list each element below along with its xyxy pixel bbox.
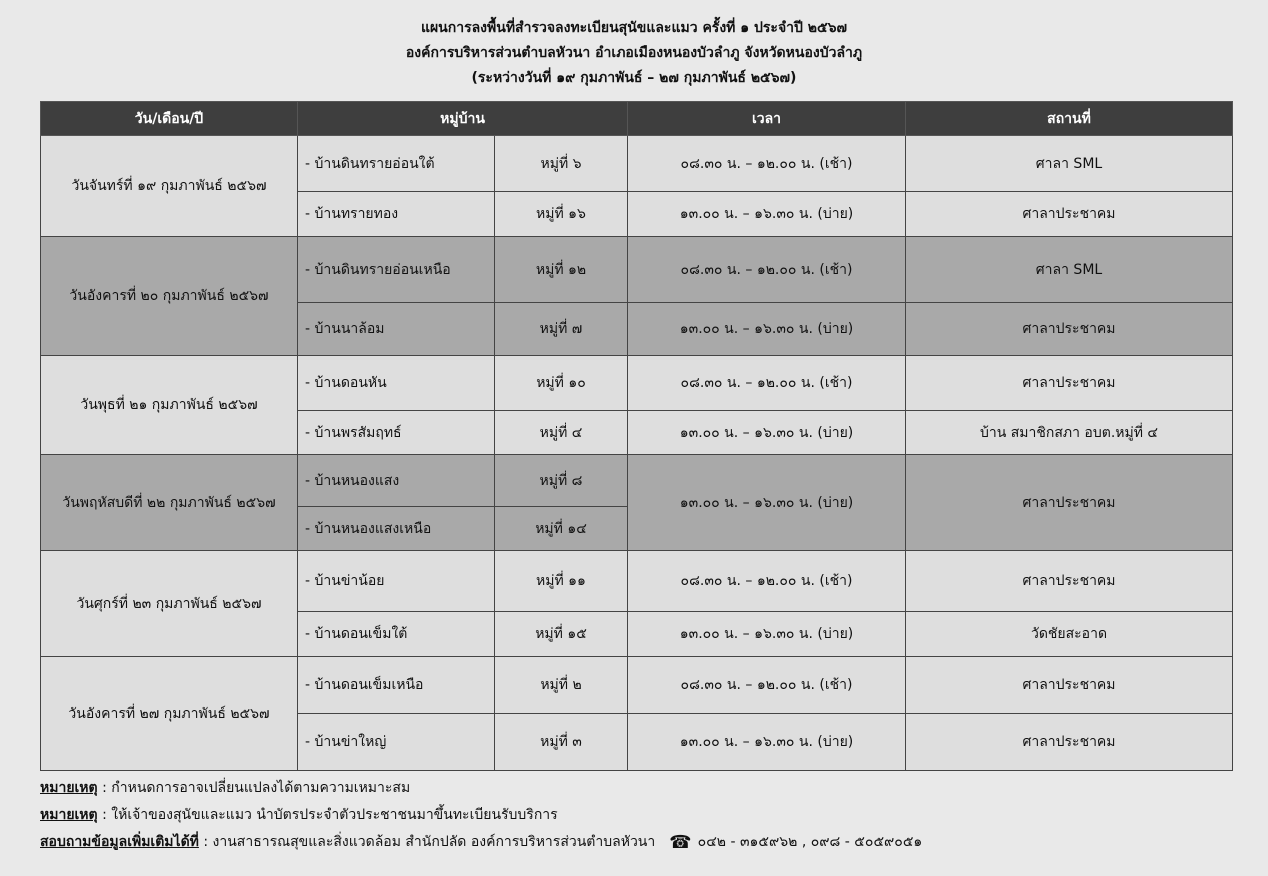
table-header-row bbox=[41, 102, 1233, 136]
note-2 bbox=[40, 802, 922, 829]
moo-cell: หมู่ที่ ๑๒ bbox=[495, 237, 628, 303]
place-cell: ศาลาประชาคม bbox=[906, 551, 1233, 612]
schedule-table bbox=[40, 101, 1233, 771]
moo-cell: หมู่ที่ ๒ bbox=[495, 657, 628, 714]
table-row bbox=[41, 551, 1233, 612]
date-cell: วันพฤหัสบดีที่ ๒๒ กุมภาพันธ์ ๒๕๖๗ bbox=[41, 455, 298, 551]
place-cell: ศาลาประชาคม bbox=[906, 657, 1233, 714]
place-cell: ศาลาประชาคม bbox=[906, 303, 1233, 356]
place-cell: ศาลาประชาคม bbox=[906, 192, 1233, 237]
date-cell: วันพุธที่ ๒๑ กุมภาพันธ์ ๒๕๖๗ bbox=[41, 356, 298, 455]
table-row bbox=[41, 237, 1233, 303]
moo-cell: หมู่ที่ ๘ bbox=[495, 455, 628, 507]
moo-cell: หมู่ที่ ๓ bbox=[495, 714, 628, 771]
time-cell: ๑๓.๐๐ น. – ๑๖.๓๐ น. (บ่าย) bbox=[628, 303, 906, 356]
moo-cell: หมู่ที่ ๗ bbox=[495, 303, 628, 356]
moo-cell: หมู่ที่ ๖ bbox=[495, 136, 628, 192]
title-line-3: (ระหว่างวันที่ ๑๙ กุมภาพันธ์ – ๒๗ กุมภาพันธ์ ๒๕๖๗) bbox=[471, 70, 797, 86]
time-cell: ๐๘.๓๐ น. – ๑๒.๐๐ น. (เช้า) bbox=[628, 356, 906, 411]
moo-cell: หมู่ที่ ๑๑ bbox=[495, 551, 628, 612]
time-cell: ๐๘.๓๐ น. – ๑๒.๐๐ น. (เช้า) bbox=[628, 237, 906, 303]
village-cell: - บ้านดอนเข็มเหนือ bbox=[298, 657, 495, 714]
village-cell: - บ้านนาล้อม bbox=[298, 303, 495, 356]
table-row bbox=[41, 136, 1233, 192]
place-cell: บ้าน สมาชิกสภา อบต.หมู่ที่ ๔ bbox=[906, 411, 1233, 455]
note-2-text: : ให้เจ้าของสุนัขและแมว นำบัตรประจำตัวประชาชนมาขึ้นทะเบียนรับบริการ bbox=[97, 807, 558, 823]
date-cell: วันอังคารที่ ๒๗ กุมภาพันธ์ ๒๕๖๗ bbox=[41, 657, 298, 771]
contact-line bbox=[40, 829, 922, 856]
contact-text: : งานสาธารณสุขและสิ่งแวดล้อม สำนักปลัด องค์การบริหารส่วนตำบลหัวนา bbox=[198, 834, 656, 850]
time-cell: ๑๓.๐๐ น. – ๑๖.๓๐ น. (บ่าย) bbox=[628, 455, 906, 551]
table-row bbox=[41, 657, 1233, 714]
time-cell: ๑๓.๐๐ น. – ๑๖.๓๐ น. (บ่าย) bbox=[628, 411, 906, 455]
phone-numbers: ๐๔๒ - ๓๑๕๙๖๒ , ๐๙๘ - ๕๐๕๙๐๕๑ bbox=[697, 834, 923, 850]
village-cell: - บ้านข่าน้อย bbox=[298, 551, 495, 612]
telephone-icon: ☎ bbox=[669, 832, 692, 853]
title-line-1: แผนการลงพื้นที่สำรวจลงทะเบียนสุนัขและแมว ครั้งที่ ๑ ประจำปี ๒๕๖๗ bbox=[420, 20, 848, 36]
note-2-label: หมายเหตุ bbox=[40, 807, 98, 823]
date-cell: วันจันทร์ที่ ๑๙ กุมภาพันธ์ ๒๕๖๗ bbox=[41, 136, 298, 237]
place-cell: ศาลาประชาคม bbox=[906, 714, 1233, 771]
notes-section bbox=[40, 775, 922, 856]
moo-cell: หมู่ที่ ๑๐ bbox=[495, 356, 628, 411]
village-cell: - บ้านดินทรายอ่อนเหนือ bbox=[298, 237, 495, 303]
time-cell: ๑๓.๐๐ น. – ๑๖.๓๐ น. (บ่าย) bbox=[628, 612, 906, 657]
place-cell: ศาลา SML bbox=[906, 237, 1233, 303]
village-cell: - บ้านหนองแสงเหนือ bbox=[298, 507, 495, 551]
title-line-2: องค์การบริหารส่วนตำบลหัวนา อำเภอเมืองหนองบัวลำภู จังหวัดหนองบัวลำภู bbox=[405, 45, 863, 61]
time-cell: ๑๓.๐๐ น. – ๑๖.๓๐ น. (บ่าย) bbox=[628, 192, 906, 237]
village-cell: - บ้านหนองแสง bbox=[298, 455, 495, 507]
village-cell: - บ้านทรายทอง bbox=[298, 192, 495, 237]
table-row bbox=[41, 356, 1233, 411]
note-1-text: : กำหนดการอาจเปลี่ยนแปลงได้ตามความเหมาะสม bbox=[97, 780, 411, 796]
village-cell: - บ้านดอนเข็มใต้ bbox=[298, 612, 495, 657]
time-cell: ๐๘.๓๐ น. – ๑๒.๐๐ น. (เช้า) bbox=[628, 136, 906, 192]
note-1-label: หมายเหตุ bbox=[40, 780, 98, 796]
time-cell: ๐๘.๓๐ น. – ๑๒.๐๐ น. (เช้า) bbox=[628, 657, 906, 714]
village-cell: - บ้านดอนหัน bbox=[298, 356, 495, 411]
time-cell: ๐๘.๓๐ น. – ๑๒.๐๐ น. (เช้า) bbox=[628, 551, 906, 612]
village-cell: - บ้านข่าใหญ่ bbox=[298, 714, 495, 771]
place-cell: วัดชัยสะอาด bbox=[906, 612, 1233, 657]
place-cell: ศาลา SML bbox=[906, 136, 1233, 192]
village-cell: - บ้านพรสัมฤทธ์ bbox=[298, 411, 495, 455]
column-header-date: วัน/เดือน/ปี bbox=[41, 102, 298, 136]
time-cell: ๑๓.๐๐ น. – ๑๖.๓๐ น. (บ่าย) bbox=[628, 714, 906, 771]
date-cell: วันศุกร์ที่ ๒๓ กุมภาพันธ์ ๒๕๖๗ bbox=[41, 551, 298, 657]
table-row bbox=[41, 455, 1233, 507]
moo-cell: หมู่ที่ ๑๕ bbox=[495, 612, 628, 657]
document-title bbox=[0, 16, 1268, 91]
column-header-place: สถานที่ bbox=[906, 102, 1233, 136]
moo-cell: หมู่ที่ ๑๔ bbox=[495, 507, 628, 551]
place-cell: ศาลาประชาคม bbox=[906, 356, 1233, 411]
village-cell: - บ้านดินทรายอ่อนใต้ bbox=[298, 136, 495, 192]
contact-label: สอบถามข้อมูลเพิ่มเติมได้ที่ bbox=[40, 834, 199, 850]
column-header-time: เวลา bbox=[628, 102, 906, 136]
note-1 bbox=[40, 775, 922, 802]
column-header-village: หมู่บ้าน bbox=[298, 102, 628, 136]
moo-cell: หมู่ที่ ๔ bbox=[495, 411, 628, 455]
date-cell: วันอังคารที่ ๒๐ กุมภาพันธ์ ๒๕๖๗ bbox=[41, 237, 298, 356]
place-cell: ศาลาประชาคม bbox=[906, 455, 1233, 551]
moo-cell: หมู่ที่ ๑๖ bbox=[495, 192, 628, 237]
